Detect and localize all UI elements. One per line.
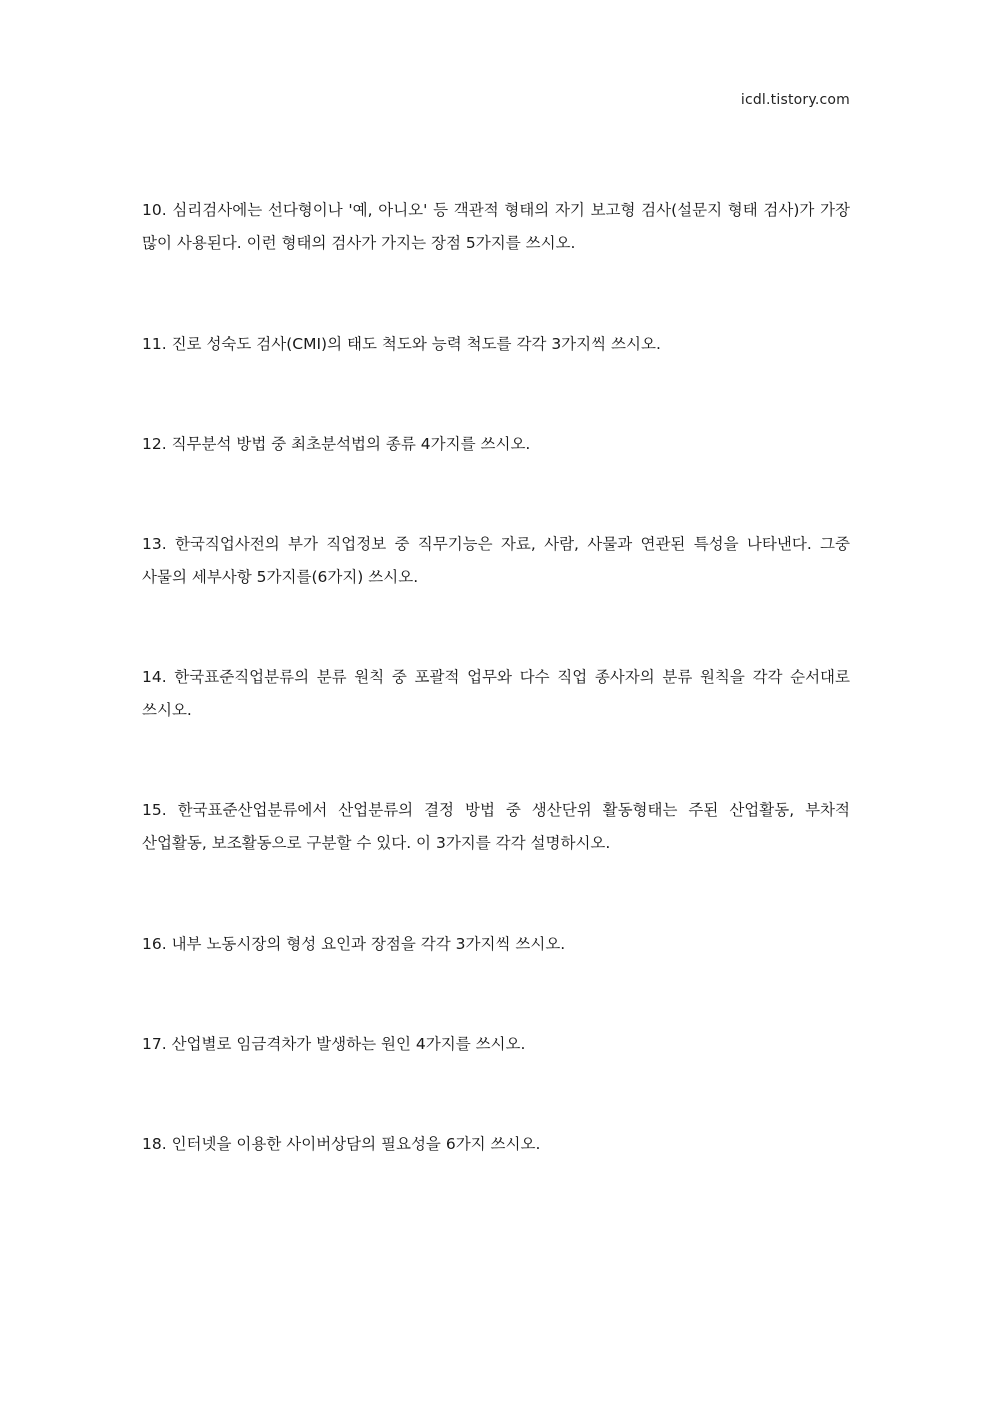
question-list	[142, 194, 850, 1161]
question-10: 10. 심리검사에는 선다형이나 '예, 아니오' 등 객관적 형태의 자기 보고형 검사(설문지 형태 검사)가 가장 많이 사용된다. 이런 형태의 검사가 가지는 장점 5가지를 쓰시오.	[142, 201, 850, 252]
question-13: 13. 한국직업사전의 부가 직업정보 중 직무기능은 자료, 사람, 사물과 연관된 특성을 나타낸다. 그중 사물의 세부사항 5가지를(6가지) 쓰시오.	[142, 535, 850, 586]
question-14: 14. 한국표준직업분류의 분류 원칙 중 포괄적 업무와 다수 직업 종사자의 분류 원칙을 각각 순서대로 쓰시오.	[142, 668, 850, 719]
question-12: 12. 직무분석 방법 중 최초분석법의 종류 4가지를 쓰시오.	[142, 435, 531, 453]
question-15: 15. 한국표준산업분류에서 산업분류의 결정 방법 중 생산단위 활동형태는 주된 산업활동, 부차적 산업활동, 보조활동으로 구분할 수 있다. 이 3가지를 각각 설명하시오.	[142, 801, 850, 852]
question-18: 18. 인터넷을 이용한 사이버상담의 필요성을 6가지 쓰시오.	[142, 1135, 541, 1153]
question-17: 17. 산업별로 임금격차가 발생하는 원인 4가지를 쓰시오.	[142, 1035, 526, 1053]
header-url: icdl.tistory.com	[740, 92, 850, 108]
question-16: 16. 내부 노동시장의 형성 요인과 장점을 각각 3가지씩 쓰시오.	[142, 935, 566, 953]
question-11: 11. 진로 성숙도 검사(CMI)의 태도 척도와 능력 척도를 각각 3가지씩 쓰시오.	[142, 335, 661, 353]
